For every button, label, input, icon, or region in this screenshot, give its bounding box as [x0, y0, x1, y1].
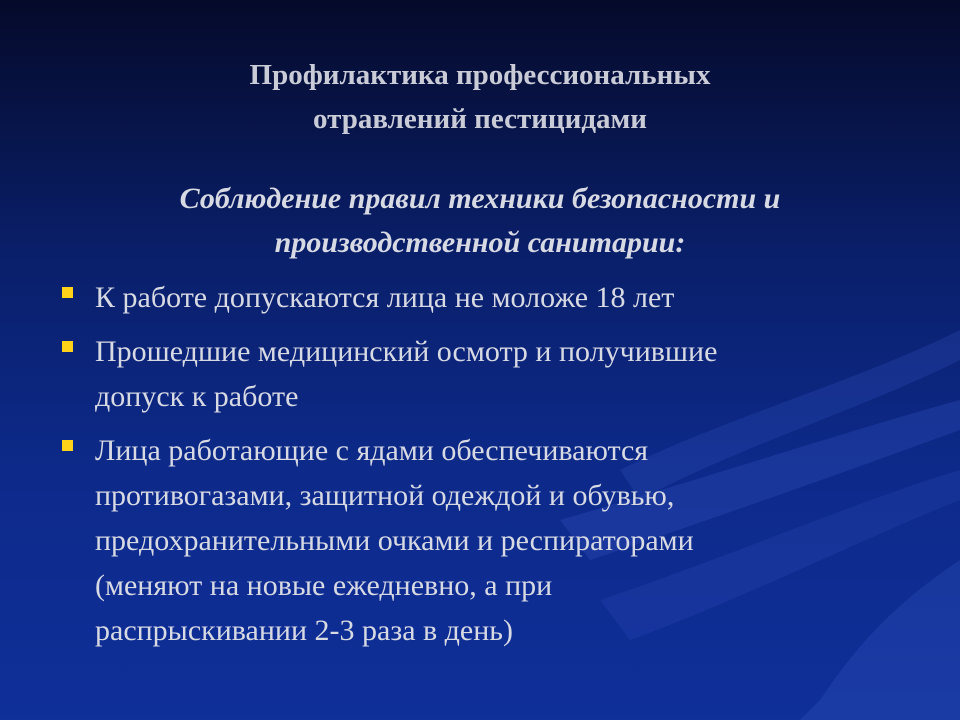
bullet-line: допуск к работе — [95, 380, 299, 413]
slide-subtitle-line-2: производственной санитарии: — [274, 226, 686, 259]
bullet-line: (меняют на новые ежедневно, а при — [95, 569, 553, 602]
slide-title-line-1: Профилактика профессиональных — [249, 59, 711, 91]
yellow-square-bullet-icon — [62, 341, 73, 352]
bullet-line: предохранительными очками и респираторами — [95, 524, 694, 557]
bullet-item-protective-equipment — [60, 428, 880, 653]
bullet-line: Лица работающие с ядами обеспечиваются — [95, 434, 649, 467]
bullet-line: К работе допускаются лица не моложе 18 лет — [95, 281, 675, 314]
bullet-item-medical-exam — [60, 329, 880, 419]
bullet-list — [60, 275, 880, 662]
slide-title-line-2: отравлений пестицидами — [313, 103, 647, 135]
slide-subtitle-line-1: Соблюдение правил техники безопасности и — [179, 182, 781, 215]
bullet-line: Прошедшие медицинский осмотр и получившие — [95, 335, 718, 368]
bullet-line: противогазами, защитной одеждой и обувью, — [95, 479, 675, 512]
yellow-square-bullet-icon — [62, 287, 73, 298]
slide-title — [100, 53, 860, 141]
bullet-item-age — [60, 275, 880, 320]
yellow-square-bullet-icon — [62, 440, 73, 451]
slide-subtitle — [90, 177, 870, 265]
bullet-line: распрыскивании 2-3 раза в день) — [95, 614, 513, 647]
